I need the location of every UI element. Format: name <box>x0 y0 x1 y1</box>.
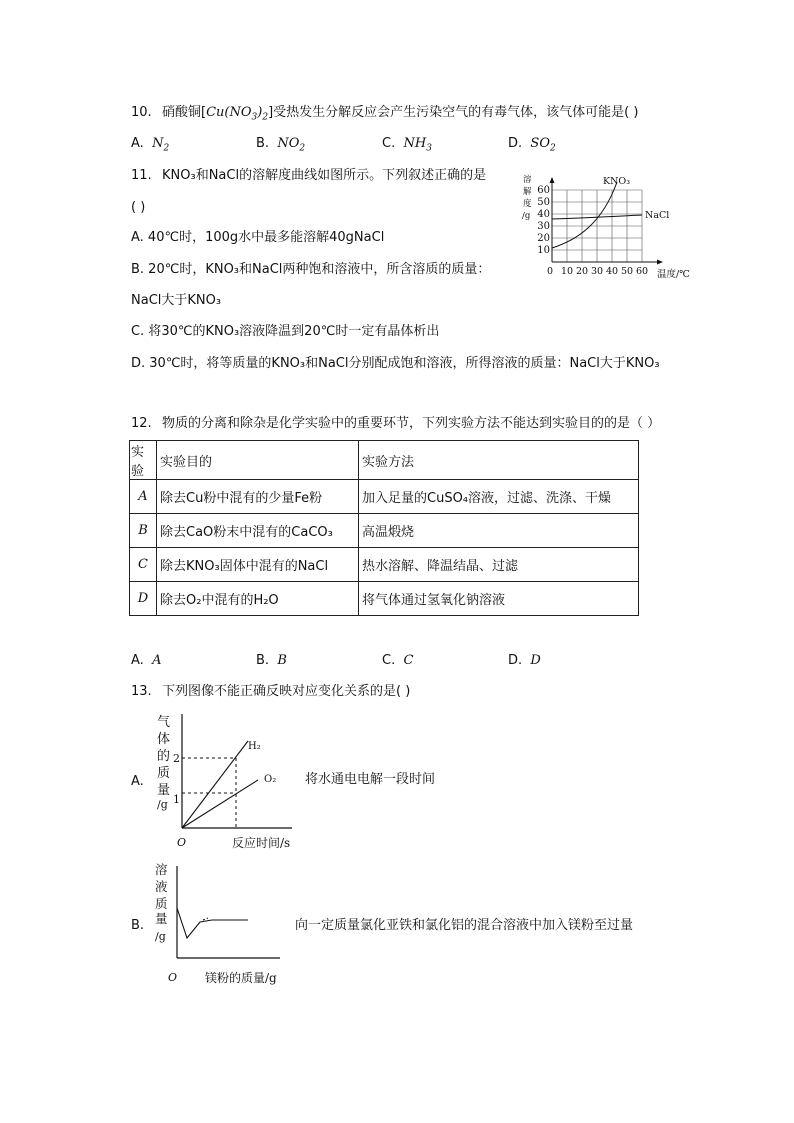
q13b-ylabel-char-2: 液 <box>155 879 168 894</box>
q13b-ylabel-char-5: /g <box>155 930 166 943</box>
q10-option-d <box>508 135 556 158</box>
q11-xtick-30: 30 <box>590 266 604 277</box>
q12-option-d-label: D. <box>508 653 523 668</box>
q13a-origin: O <box>177 836 187 849</box>
q13-number: 13. <box>131 684 152 699</box>
q13-graph-a <box>152 706 312 854</box>
q11-ylabel-char-4: /g <box>522 211 531 221</box>
q10-stem-a: 硝酸铜[ <box>162 105 207 120</box>
q13a-h2-line <box>182 741 248 828</box>
q11-option-b-line1: B. 20℃时，KNO₃和NaCl两种饱和溶液中，所含溶质的质量： <box>131 262 491 277</box>
q10-option-d-formula: SO <box>530 136 550 151</box>
row-method: 热水溶解、降温结晶、过滤 <box>359 548 639 582</box>
table-row <box>130 514 639 548</box>
q10-option-d-label: D. <box>508 136 523 151</box>
q12-experiment-table <box>129 440 639 616</box>
q11-ylabel-char-2: 解 <box>523 187 532 197</box>
q10-sub: 3 <box>251 112 258 123</box>
q11-ylabel-char-3: 度 <box>523 199 532 209</box>
q10-option-c-label: C. <box>382 136 396 151</box>
q10-option-a-label: A. <box>131 136 144 151</box>
q10-sub2: 2 <box>262 112 269 123</box>
q10-number: 10. <box>131 105 152 120</box>
q11-option-c: C. 将30℃的KNO₃溶液降温到20℃时一定有晶体析出 <box>131 324 440 339</box>
q13a-xlabel: 反应时间/s <box>232 836 291 850</box>
q11-paren: ( ) <box>131 200 146 215</box>
q10-option-b-sub: 2 <box>299 143 306 154</box>
q11-stem: KNO₃和NaCl的溶解度曲线如图所示。下列叙述正确的是 <box>162 168 487 183</box>
q12-option-d <box>508 652 541 670</box>
q11-ytick-60: 60 <box>537 185 550 196</box>
q12-option-c-label: C. <box>382 653 396 668</box>
q11-ytick-40: 40 <box>537 209 550 220</box>
q11-xlabel: 温度/℃ <box>657 269 690 280</box>
q12-option-c-value: C <box>403 653 414 668</box>
q13a-ylabel-char-1: 气 <box>157 715 171 730</box>
row-purpose: 除去Cu粉中混有的少量Fe粉 <box>157 480 359 514</box>
q10-option-a <box>131 135 169 158</box>
q13a-ylabel-char-4: 质 <box>157 766 171 781</box>
row-id: A <box>130 480 157 514</box>
row-method: 将气体通过氢氧化钠溶液 <box>359 582 639 616</box>
q11-ytick-30: 30 <box>537 221 550 232</box>
q13b-xlabel: 镁粉的质量/g <box>205 971 277 985</box>
q11-option-b-line2: NaCl大于KNO₃ <box>131 293 222 308</box>
q10-option-a-sub: 2 <box>163 143 170 154</box>
q10-option-b-formula: NO <box>277 136 300 151</box>
q10-option-c-sub: 3 <box>426 143 432 154</box>
q13a-ylabel-char-5: 量 <box>157 783 171 798</box>
q11-xtick-60: 60 <box>635 266 649 277</box>
q11-xtick-50: 50 <box>620 266 634 277</box>
q10-formula: Cu(NO <box>206 105 252 120</box>
q11-kno3-label: KNO₃ <box>603 176 631 187</box>
q13-option-a-label: A. <box>131 774 144 789</box>
q11-xtick-0: 0 <box>546 266 554 277</box>
header-purpose: 实验目的 <box>157 441 359 480</box>
q13-option-b-desc: 向一定质量氯化亚铁和氯化铝的混合溶液中加入镁粉至过量 <box>295 918 634 933</box>
q12-option-b <box>256 652 287 670</box>
header-experiment: 实验 <box>130 441 157 480</box>
q13b-origin: O <box>168 971 178 984</box>
q11-xtick-40: 40 <box>605 266 619 277</box>
q11-solubility-graph <box>517 172 697 284</box>
q13a-ylabel-char-2: 体 <box>157 732 171 747</box>
q13-stem: 下列图像不能正确反映对应变化关系的是( ) <box>162 684 411 699</box>
header-method: 实验方法 <box>359 441 639 480</box>
q12-stem: 物质的分离和除杂是化学实验中的重要环节，下列实验方法不能达到实验目的的是（ ） <box>162 416 661 431</box>
row-purpose: 除去CaO粉末中混有的CaCO₃ <box>157 514 359 548</box>
q11-option-d: D. 30℃时，将等质量的KNO₃和NaCl分别配成饱和溶液，所得溶液的质量：NaCl大于KNO₃ <box>131 356 660 371</box>
q12-option-b-label: B. <box>256 653 270 668</box>
q11-number: 11. <box>131 168 152 183</box>
q12-option-a-value: A <box>152 653 162 668</box>
q11-ytick-10: 10 <box>537 245 550 256</box>
q11-ylabel-char-1: 溶 <box>523 175 532 185</box>
q13-option-a-desc: 将水通电电解一段时间 <box>305 772 436 787</box>
q11-xtick-20: 20 <box>575 266 589 277</box>
q10-option-c-formula: NH <box>403 136 427 151</box>
row-method: 加入足量的CuSO₄溶液，过滤、洗涤、干燥 <box>359 480 639 514</box>
q13b-curve <box>177 908 248 938</box>
q11-xtick-10: 10 <box>560 266 574 277</box>
q10-option-b <box>256 135 305 158</box>
q10-stem-b: ) <box>257 105 263 120</box>
q12-option-a <box>131 652 161 670</box>
q13-graph-b <box>150 860 300 990</box>
q10-option-a-formula: N <box>152 136 164 151</box>
q13-option-b-label: B. <box>131 918 145 933</box>
q13a-h2-label: H₂ <box>248 741 261 752</box>
table-row <box>130 582 639 616</box>
table-row <box>130 480 639 514</box>
q11-ytick-20: 20 <box>537 233 550 244</box>
q10-option-c <box>382 135 432 158</box>
row-id: D <box>130 582 157 616</box>
q13a-ytick-1: 1 <box>173 793 180 806</box>
q12-number: 12. <box>131 416 152 431</box>
q12-option-c <box>382 652 413 670</box>
q13b-ylabel-char-1: 溶 <box>155 862 168 877</box>
q13b-ylabel-char-4: 量 <box>155 911 168 926</box>
table-row <box>130 548 639 582</box>
q13a-o2-label: O₂ <box>264 774 277 785</box>
q13a-ylabel-char-3: 的 <box>157 749 171 764</box>
q11-option-a: A. 40℃时，100g水中最多能溶解40gNaCl <box>131 230 385 245</box>
q11-nacl-label: NaCl <box>645 210 670 221</box>
q13a-o2-line <box>182 780 258 828</box>
q11-ytick-50: 50 <box>537 197 550 208</box>
table-header-row <box>130 441 639 480</box>
q12-option-d-value: D <box>530 653 541 668</box>
q12-option-b-value: B <box>277 653 287 668</box>
q13b-ylabel-char-3: 质 <box>155 896 168 911</box>
row-purpose: 除去KNO₃固体中混有的NaCl <box>157 548 359 582</box>
q10-option-b-label: B. <box>256 136 270 151</box>
q10-stem <box>162 104 638 127</box>
q13a-ylabel-char-6: /g <box>157 798 168 811</box>
q13a-ytick-2: 2 <box>173 752 180 765</box>
row-id: C <box>130 548 157 582</box>
row-id: B <box>130 514 157 548</box>
row-method: 高温煅烧 <box>359 514 639 548</box>
row-purpose: 除去O₂中混有的H₂O <box>157 582 359 616</box>
q10-stem-c: ]受热发生分解反应会产生污染空气的有毒气体，该气体可能是( ) <box>268 105 639 120</box>
q12-option-a-label: A. <box>131 653 144 668</box>
q10-option-d-sub: 2 <box>550 143 556 154</box>
